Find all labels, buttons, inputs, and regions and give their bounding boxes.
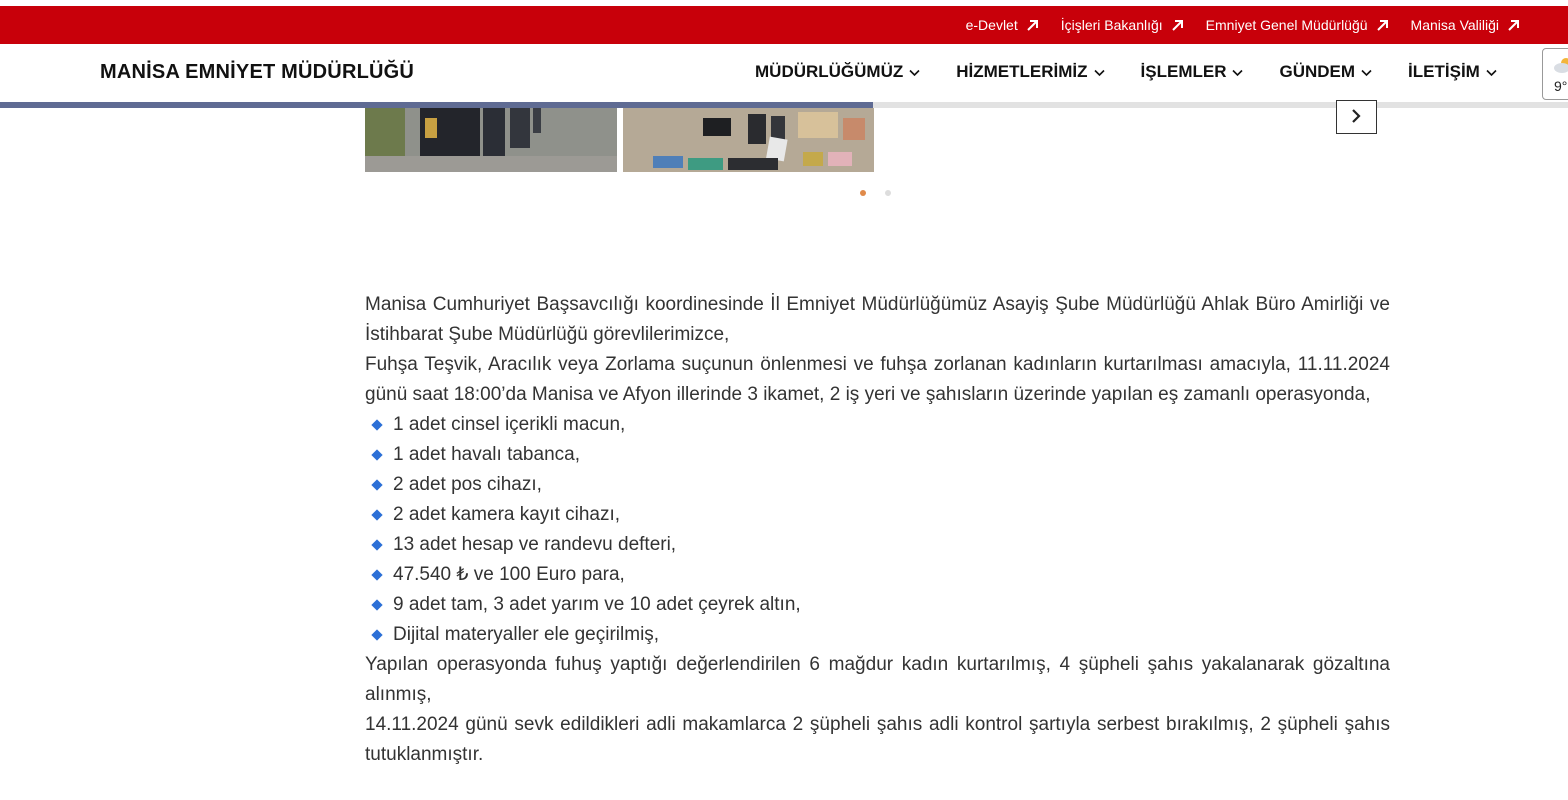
article-paragraph: Manisa Cumhuriyet Başsavcılığı koordinesinde İl Emniyet Müdürlüğümüz Asayiş Şube Müdürlüğü Ahlak Büro Amirliği ve İstihbarat Şube Müdürlüğü görevlilerimizce, [365,294,1390,345]
chevron-right-icon [1350,108,1362,124]
officers-photo [365,108,617,172]
top-bar [0,6,1568,44]
list-item [365,590,1390,620]
diamond-bullet-icon [371,629,382,640]
article-paragraph: Yapılan operasyonda fuhuş yaptığı değerlendirilen 6 mağdur kadın kurtarılmış, 4 şüpheli şahıs yakalanarak gözaltına alınmış, [365,654,1390,705]
external-links [966,6,1520,44]
evidence-photo [623,108,874,172]
nav-label: İŞLEMLER [1140,62,1227,81]
link-label: İçişleri Bakanlığı [1060,17,1163,33]
site-brand[interactable]: MANİSA EMNİYET MÜDÜRLÜĞÜ [100,61,415,83]
list-item-text: 13 adet hesap ve randevu defteri, [393,534,677,555]
nav-label: MÜDÜRLÜĞÜMÜZ [755,62,904,81]
nav-label: HİZMETLERİMİZ [956,62,1088,81]
nav-iletisim[interactable] [1408,62,1497,82]
list-item [365,410,1390,440]
image-carousel [0,108,1568,218]
list-item-text: 1 adet cinsel içerikli macun, [393,414,626,435]
carousel-dot-2[interactable] [885,190,891,196]
nav-hizmetlerimiz[interactable] [956,62,1104,82]
chevron-down-icon [1361,69,1372,77]
weather-temp: 9° [1554,78,1568,94]
link-label: Manisa Valiliği [1410,17,1499,33]
list-item [365,440,1390,470]
link-e-devlet[interactable] [966,17,1039,33]
article-paragraph: 14.11.2024 günü sevk edildikleri adli makamlarca 2 şüpheli şahıs adli kontrol şartıyla serbest bırakılmış, 2 şüpheli şahıs tutuklanmıştır. [365,714,1390,765]
carousel-slide-photo-evidence[interactable] [623,108,874,172]
chevron-down-icon [1486,69,1497,77]
nav-label: İLETİŞİM [1408,62,1480,81]
carousel-next-button[interactable] [1336,100,1377,134]
partly-cloudy-icon [1553,55,1568,75]
carousel-slide-photo-officers[interactable] [365,108,617,172]
list-item-text: 2 adet kamera kayıt cihazı, [393,504,621,525]
diamond-bullet-icon [371,479,382,490]
chevron-down-icon [1094,69,1105,77]
list-item [365,470,1390,500]
nav-label: GÜNDEM [1279,62,1356,81]
list-item [365,560,1390,590]
external-arrow-icon [1171,19,1184,32]
nav-gundem[interactable] [1279,62,1372,82]
external-arrow-icon [1507,19,1520,32]
diamond-bullet-icon [371,449,382,460]
nav-islemler[interactable] [1141,62,1244,82]
seized-items-list [365,410,1390,650]
main-nav [755,62,1533,82]
external-arrow-icon [1026,19,1039,32]
list-item-text: 47.540 ₺ ve 100 Euro para, [393,564,625,585]
carousel-dots [860,190,891,196]
list-item [365,620,1390,650]
link-icisleri[interactable] [1061,17,1184,33]
list-item-text: 1 adet havalı tabanca, [393,444,580,465]
link-label: Emniyet Genel Müdürlüğü [1205,17,1368,33]
diamond-bullet-icon [371,419,382,430]
list-item-text: 2 adet pos cihazı, [393,474,542,495]
nav-mudurlugumuz[interactable] [755,62,920,82]
link-label: e-Devlet [965,17,1018,33]
weather-widget[interactable] [1542,48,1568,100]
list-item [365,530,1390,560]
external-arrow-icon [1376,19,1389,32]
site-header [0,44,1568,102]
diamond-bullet-icon [371,569,382,580]
news-article-body [365,290,1390,770]
list-item [365,500,1390,530]
chevron-down-icon [1232,69,1243,77]
diamond-bullet-icon [371,509,382,520]
diamond-bullet-icon [371,599,382,610]
list-item-text: Dijital materyaller ele geçirilmiş, [393,624,660,645]
list-item-text: 9 adet tam, 3 adet yarım ve 10 adet çeyrek altın, [393,594,801,615]
carousel-dot-1[interactable] [860,190,866,196]
article-paragraph: Fuhşa Teşvik, Aracılık veya Zorlama suçunun önlenmesi ve fuhşa zorlanan kadınların kurtarılması amacıyla, 11.11.2024 günü saat 18:00’da Manisa ve Afyon illerinde 3 ikamet, 2 iş yeri ve şahısların üzerinde yapılan eş zamanlı operasyonda, [365,354,1390,405]
link-valilik[interactable] [1411,17,1520,33]
link-egm[interactable] [1206,17,1389,33]
chevron-down-icon [909,69,920,77]
diamond-bullet-icon [371,539,382,550]
